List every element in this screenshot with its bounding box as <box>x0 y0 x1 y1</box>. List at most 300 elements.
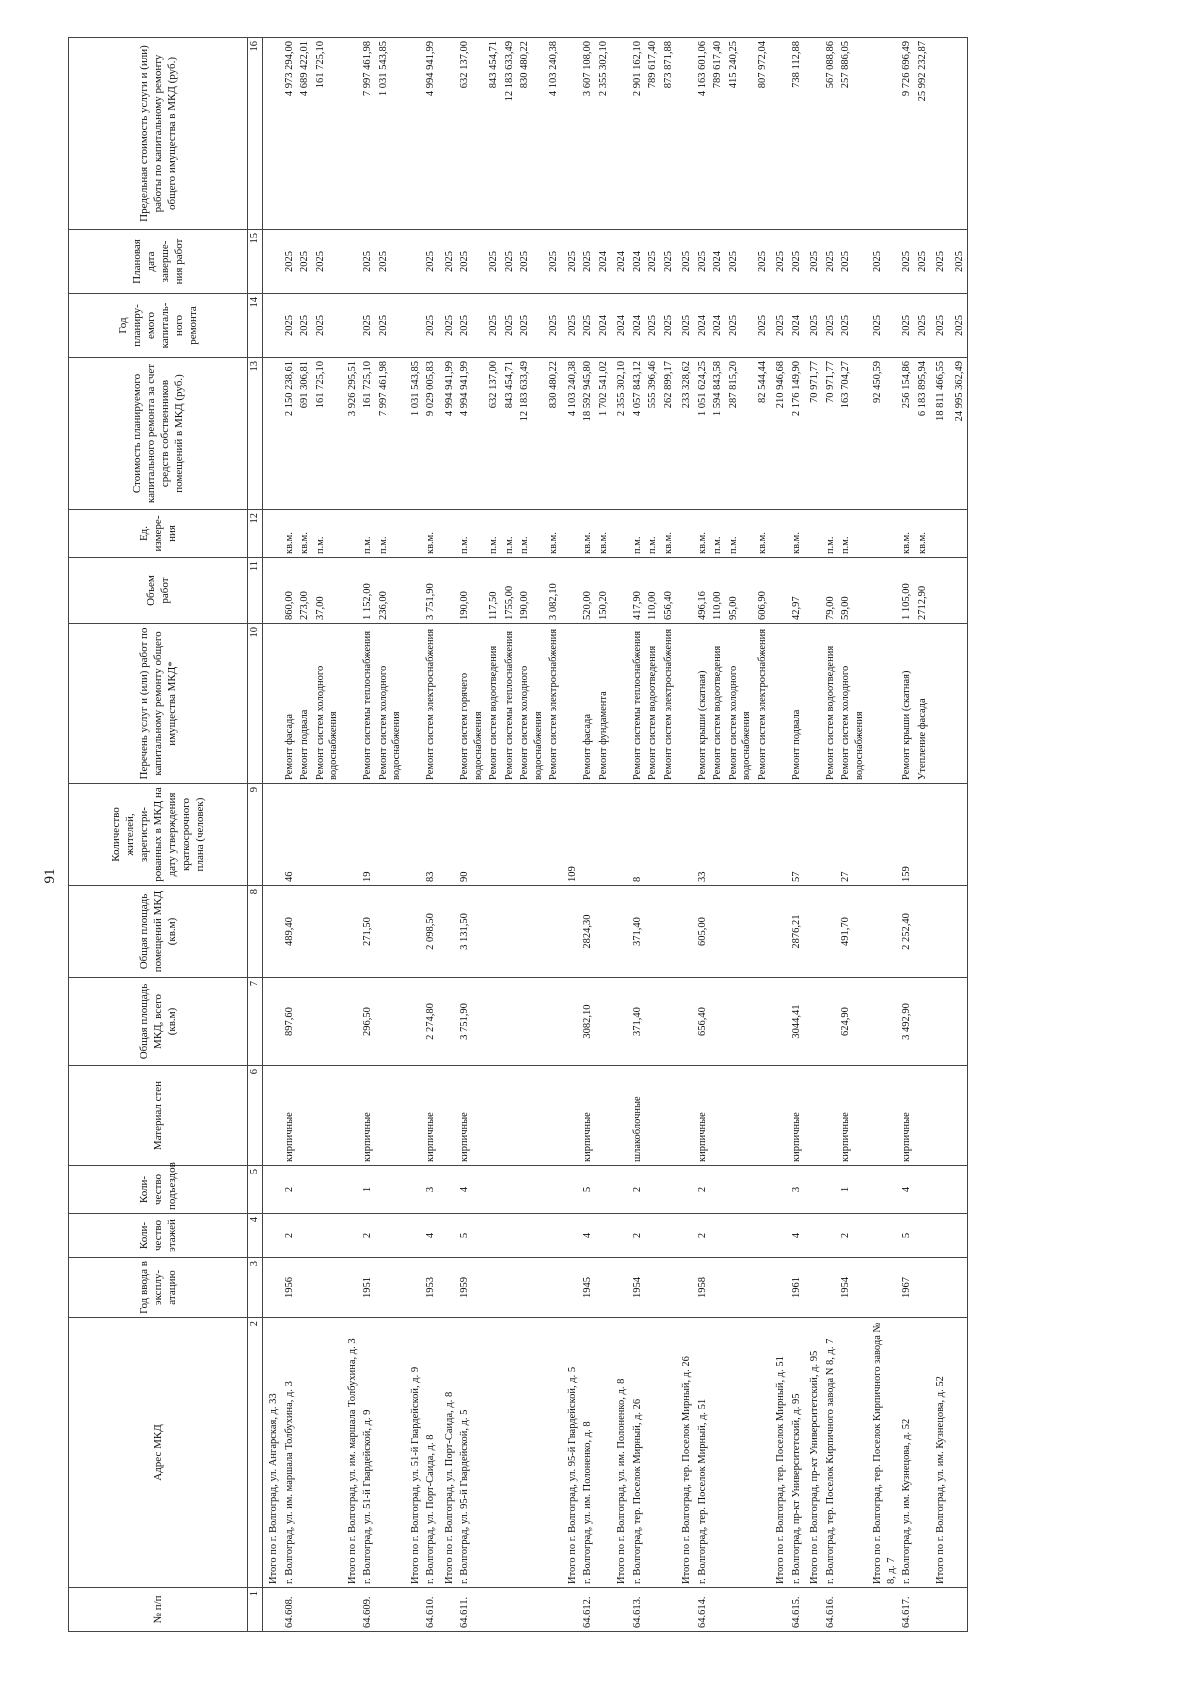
completion-date-cell: 2025 <box>804 230 823 294</box>
floors-cell <box>546 1214 562 1258</box>
entrances-cell <box>517 1166 546 1214</box>
total-area-cell <box>342 978 361 1066</box>
cost-cell: 4 103 240,38 <box>562 358 581 510</box>
limit-cost-cell: 4 163 601,06 <box>695 38 711 230</box>
cost-cell: 262 899,17 <box>661 358 677 510</box>
limit-cost-cell: 789 617,40 <box>710 38 726 230</box>
unit-cell <box>770 510 789 558</box>
completion-date-cell: 2025 <box>770 230 789 294</box>
volume-cell: 236,00 <box>376 558 405 624</box>
year-built-cell <box>949 1258 968 1318</box>
year-built-cell <box>804 1258 823 1318</box>
completion-date-cell: 2024 <box>596 230 612 294</box>
unit-cell <box>949 510 968 558</box>
row-number: 64.615. <box>789 1588 805 1632</box>
column-number: 14 <box>248 294 263 358</box>
cost-cell: 2 176 149,90 <box>789 358 805 510</box>
table-row <box>376 38 405 1632</box>
year-built-cell: 1967 <box>899 1258 915 1318</box>
work-type-cell: Ремонт систем электроснабжения <box>755 624 771 784</box>
year-built-cell <box>502 1258 518 1318</box>
residents-cell <box>439 784 458 886</box>
repair-year-cell: 2025 <box>867 294 899 358</box>
wall-material-cell <box>596 1066 612 1166</box>
volume-cell <box>439 558 458 624</box>
unit-cell: кв.м. <box>915 510 931 558</box>
total-area-cell <box>596 978 612 1066</box>
work-type-cell <box>439 624 458 784</box>
table-body <box>263 38 968 1632</box>
limit-cost-cell: 12 183 633,49 <box>502 38 518 230</box>
unit-cell: кв.м. <box>755 510 771 558</box>
table-row <box>710 38 726 1632</box>
row-number <box>439 1588 458 1632</box>
unit-cell: п.м. <box>376 510 405 558</box>
completion-date-cell: 2025 <box>755 230 771 294</box>
volume-cell <box>405 558 424 624</box>
address-cell <box>486 1318 502 1588</box>
repair-year-cell: 2025 <box>457 294 486 358</box>
repair-year-cell: 2025 <box>661 294 677 358</box>
floors-cell <box>930 1214 949 1258</box>
header-cell-year-built: Год ввода в эксплу-атацию <box>69 1258 248 1318</box>
entrances-cell: 4 <box>899 1166 915 1214</box>
address-cell <box>313 1318 342 1588</box>
residents-cell <box>823 784 839 886</box>
entrances-cell <box>710 1166 726 1214</box>
cost-cell: 555 396,46 <box>645 358 661 510</box>
row-number <box>930 1588 949 1632</box>
row-number <box>502 1588 518 1632</box>
cost-cell: 163 704,27 <box>838 358 867 510</box>
floors-cell <box>915 1214 931 1258</box>
year-built-cell <box>596 1258 612 1318</box>
unit-cell: кв.м. <box>695 510 711 558</box>
premises-area-cell <box>949 886 968 978</box>
year-built-cell <box>726 1258 755 1318</box>
entrances-cell <box>376 1166 405 1214</box>
limit-cost-cell: 807 972,04 <box>755 38 771 230</box>
limit-cost-cell <box>439 38 458 230</box>
cost-cell: 1 031 543,85 <box>405 358 424 510</box>
residents-cell <box>726 784 755 886</box>
unit-cell: кв.м. <box>546 510 562 558</box>
volume-cell <box>263 558 282 624</box>
premises-area-cell <box>770 886 789 978</box>
premises-area-cell: 271,50 <box>360 886 376 978</box>
year-built-cell <box>376 1258 405 1318</box>
row-number <box>755 1588 771 1632</box>
floors-cell <box>726 1214 755 1258</box>
row-number <box>804 1588 823 1632</box>
completion-date-cell: 2025 <box>867 230 899 294</box>
year-built-cell: 1954 <box>630 1258 646 1318</box>
floors-cell <box>676 1214 695 1258</box>
entrances-cell <box>726 1166 755 1214</box>
address-cell: Итого по г. Волгоград, ул. 95-й Гвардейской, д. 5 <box>562 1318 581 1588</box>
year-built-cell <box>439 1258 458 1318</box>
column-number: 10 <box>248 624 263 784</box>
wall-material-cell <box>263 1066 282 1166</box>
entrances-cell: 2 <box>695 1166 711 1214</box>
cost-cell: 82 544,44 <box>755 358 771 510</box>
premises-area-cell <box>726 886 755 978</box>
repair-year-cell: 2024 <box>695 294 711 358</box>
floors-cell <box>486 1214 502 1258</box>
premises-area-cell <box>710 886 726 978</box>
completion-date-cell: 2025 <box>726 230 755 294</box>
address-cell: Итого по г. Волгоград, ул. им. Полоненко, д. 8 <box>611 1318 630 1588</box>
premises-area-cell <box>596 886 612 978</box>
premises-area-cell <box>405 886 424 978</box>
work-type-cell <box>949 624 968 784</box>
cost-cell: 70 971,77 <box>804 358 823 510</box>
total-area-cell <box>804 978 823 1066</box>
entrances-cell <box>263 1166 282 1214</box>
row-number <box>770 1588 789 1632</box>
floors-cell <box>867 1214 899 1258</box>
row-number: 64.608. <box>282 1588 298 1632</box>
repair-year-cell: 2025 <box>930 294 949 358</box>
completion-date-cell: 2025 <box>486 230 502 294</box>
limit-cost-cell: 2 901 162,10 <box>630 38 646 230</box>
volume-cell <box>342 558 361 624</box>
cost-cell: 256 154,86 <box>899 358 915 510</box>
repair-year-cell: 2025 <box>562 294 581 358</box>
header-cell-premises-area: Общая площадь помещений МКД (кв.м) <box>69 886 248 978</box>
premises-area-cell <box>676 886 695 978</box>
entrances-cell <box>297 1166 313 1214</box>
repair-year-cell: 2024 <box>630 294 646 358</box>
total-area-cell <box>930 978 949 1066</box>
residents-cell <box>342 784 361 886</box>
premises-area-cell: 489,40 <box>282 886 298 978</box>
volume-cell: 3 082,10 <box>546 558 562 624</box>
unit-cell: п.м. <box>360 510 376 558</box>
volume-cell: 3 751,90 <box>423 558 439 624</box>
volume-cell: 42,97 <box>789 558 805 624</box>
premises-area-cell <box>546 886 562 978</box>
wall-material-cell <box>342 1066 361 1166</box>
year-built-cell <box>342 1258 361 1318</box>
completion-date-cell: 2025 <box>676 230 695 294</box>
total-area-cell: 897,60 <box>282 978 298 1066</box>
residents-cell: 83 <box>423 784 439 886</box>
completion-date-cell: 2025 <box>439 230 458 294</box>
premises-area-cell <box>342 886 361 978</box>
limit-cost-cell: 4 103 240,38 <box>546 38 562 230</box>
entrances-cell <box>313 1166 342 1214</box>
residents-cell <box>804 784 823 886</box>
column-number: 8 <box>248 886 263 978</box>
completion-date-cell: 2025 <box>546 230 562 294</box>
cost-cell: 161 725,10 <box>360 358 376 510</box>
row-number <box>342 1588 361 1632</box>
wall-material-cell: кирпичные <box>282 1066 298 1166</box>
cost-cell: 843 454,71 <box>502 358 518 510</box>
unit-cell: кв.м. <box>789 510 805 558</box>
address-cell: г. Волгоград, ул. им. Полоненко, д. 8 <box>580 1318 596 1588</box>
limit-cost-cell <box>867 38 899 230</box>
column-number: 9 <box>248 784 263 886</box>
unit-cell <box>439 510 458 558</box>
header-cell-limit-cost: Предельная стоимость услуги и (или) работы по капитальному ремонту общего имущества в МКД (руб.) <box>69 38 248 230</box>
work-type-cell <box>804 624 823 784</box>
premises-area-cell: 2 098,50 <box>423 886 439 978</box>
residents-cell <box>770 784 789 886</box>
repair-year-cell: 2024 <box>710 294 726 358</box>
unit-cell: п.м. <box>645 510 661 558</box>
row-number <box>676 1588 695 1632</box>
floors-cell <box>342 1214 361 1258</box>
entrances-cell <box>867 1166 899 1214</box>
total-area-cell: 3 492,90 <box>899 978 915 1066</box>
wall-material-cell <box>439 1066 458 1166</box>
header-cell-works: Перечень услуг и (или) работ по капитальному ремонту общего имущества МКД* <box>69 624 248 784</box>
floors-cell: 4 <box>789 1214 805 1258</box>
cost-cell: 3 926 295,51 <box>342 358 361 510</box>
header-cell-address: Адрес МКД <box>69 1318 248 1588</box>
residents-cell <box>546 784 562 886</box>
wall-material-cell: шлакоблочные <box>630 1066 646 1166</box>
completion-date-cell: 2025 <box>502 230 518 294</box>
floors-cell: 2 <box>695 1214 711 1258</box>
premises-area-cell <box>263 886 282 978</box>
floors-cell <box>710 1214 726 1258</box>
year-built-cell <box>546 1258 562 1318</box>
entrances-cell <box>502 1166 518 1214</box>
floors-cell <box>297 1214 313 1258</box>
wall-material-cell <box>517 1066 546 1166</box>
year-built-cell <box>710 1258 726 1318</box>
cost-cell: 210 946,68 <box>770 358 789 510</box>
rotated-register-sheet <box>68 38 1171 1632</box>
year-built-cell <box>562 1258 581 1318</box>
address-cell: Итого по г. Волгоград, ул. 51-й Гвардейской, д. 9 <box>405 1318 424 1588</box>
wall-material-cell <box>710 1066 726 1166</box>
year-built-cell <box>297 1258 313 1318</box>
column-number: 16 <box>248 38 263 230</box>
residents-cell <box>930 784 949 886</box>
wall-material-cell: кирпичные <box>789 1066 805 1166</box>
wall-material-cell <box>645 1066 661 1166</box>
completion-date-cell: 2025 <box>580 230 596 294</box>
year-built-cell <box>915 1258 931 1318</box>
limit-cost-cell <box>405 38 424 230</box>
row-number <box>405 1588 424 1632</box>
table-row <box>423 38 439 1632</box>
completion-date-cell: 2025 <box>915 230 931 294</box>
volume-cell: 95,00 <box>726 558 755 624</box>
wall-material-cell: кирпичные <box>457 1066 486 1166</box>
address-cell: г. Волгоград, тер. Поселок Мирный, д. 51 <box>695 1318 711 1588</box>
row-number <box>486 1588 502 1632</box>
completion-date-cell <box>263 230 282 294</box>
unit-cell <box>342 510 361 558</box>
cost-cell: 18 592 945,80 <box>580 358 596 510</box>
work-type-cell: Ремонт систем холодного водоснабжения <box>838 624 867 784</box>
row-number <box>297 1588 313 1632</box>
wall-material-cell: кирпичные <box>695 1066 711 1166</box>
address-cell <box>297 1318 313 1588</box>
wall-material-cell <box>804 1066 823 1166</box>
cost-cell: 24 995 362,49 <box>949 358 968 510</box>
year-built-cell: 1959 <box>457 1258 486 1318</box>
volume-cell: 417,90 <box>630 558 646 624</box>
floors-cell <box>502 1214 518 1258</box>
limit-cost-cell <box>770 38 789 230</box>
wall-material-cell <box>405 1066 424 1166</box>
year-built-cell: 1958 <box>695 1258 711 1318</box>
entrances-cell <box>676 1166 695 1214</box>
total-area-cell <box>486 978 502 1066</box>
entrances-cell <box>804 1166 823 1214</box>
total-area-cell <box>562 978 581 1066</box>
repair-year-cell: 2025 <box>313 294 342 358</box>
completion-date-cell: 2024 <box>630 230 646 294</box>
year-built-cell <box>611 1258 630 1318</box>
unit-cell: кв.м. <box>297 510 313 558</box>
total-area-cell: 3044,41 <box>789 978 805 1066</box>
repair-year-cell: 2025 <box>439 294 458 358</box>
unit-cell: кв.м. <box>596 510 612 558</box>
volume-cell <box>949 558 968 624</box>
table-row <box>899 38 915 1632</box>
table-row <box>645 38 661 1632</box>
row-number <box>546 1588 562 1632</box>
repair-year-cell: 2025 <box>899 294 915 358</box>
wall-material-cell <box>486 1066 502 1166</box>
year-built-cell: 1956 <box>282 1258 298 1318</box>
limit-cost-cell: 415 240,25 <box>726 38 755 230</box>
completion-date-cell: 2025 <box>930 230 949 294</box>
limit-cost-cell: 257 886,05 <box>838 38 867 230</box>
entrances-cell: 2 <box>630 1166 646 1214</box>
address-cell <box>546 1318 562 1588</box>
volume-cell: 79,00 <box>823 558 839 624</box>
floors-cell <box>661 1214 677 1258</box>
cost-cell: 4 994 941,99 <box>439 358 458 510</box>
volume-cell <box>867 558 899 624</box>
limit-cost-cell: 3 607 108,00 <box>580 38 596 230</box>
premises-area-cell <box>517 886 546 978</box>
wall-material-cell <box>313 1066 342 1166</box>
work-type-cell <box>676 624 695 784</box>
wall-material-cell <box>770 1066 789 1166</box>
entrances-cell: 3 <box>789 1166 805 1214</box>
total-area-cell <box>313 978 342 1066</box>
limit-cost-cell: 873 871,88 <box>661 38 677 230</box>
repair-year-cell: 2025 <box>282 294 298 358</box>
header-cell-residents: Количество жителей, зарегистри-рованных в МКД на дату утверждения краткосрочного плана (человек) <box>69 784 248 886</box>
repair-year-cell: 2025 <box>297 294 313 358</box>
floors-cell <box>804 1214 823 1258</box>
completion-date-cell: 2025 <box>423 230 439 294</box>
total-area-cell <box>867 978 899 1066</box>
repair-year-cell: 2024 <box>789 294 805 358</box>
table-row <box>282 38 298 1632</box>
total-area-cell <box>405 978 424 1066</box>
residents-cell: 57 <box>789 784 805 886</box>
unit-cell <box>867 510 899 558</box>
residents-cell <box>915 784 931 886</box>
residents-cell: 19 <box>360 784 376 886</box>
row-number <box>596 1588 612 1632</box>
header-cell-entrances: Коли-чество подъездов <box>69 1166 248 1214</box>
work-type-cell <box>867 624 899 784</box>
row-number <box>263 1588 282 1632</box>
work-type-cell: Ремонт систем холодного водоснабжения <box>376 624 405 784</box>
unit-cell: кв.м. <box>661 510 677 558</box>
total-area-cell <box>661 978 677 1066</box>
column-number: 15 <box>248 230 263 294</box>
premises-area-cell <box>867 886 899 978</box>
floors-cell: 2 <box>630 1214 646 1258</box>
work-type-cell: Ремонт систем холодного водоснабжения <box>517 624 546 784</box>
residents-cell <box>580 784 596 886</box>
entrances-cell: 3 <box>423 1166 439 1214</box>
work-type-cell: Ремонт систем электроснабжения <box>546 624 562 784</box>
unit-cell <box>405 510 424 558</box>
work-type-cell: Ремонт системы теплоснабжения <box>360 624 376 784</box>
repair-year-cell: 2025 <box>423 294 439 358</box>
header-row <box>69 38 248 1632</box>
cost-cell <box>263 358 282 510</box>
entrances-cell <box>405 1166 424 1214</box>
repair-year-cell: 2025 <box>726 294 755 358</box>
limit-cost-cell: 1 031 543,85 <box>376 38 405 230</box>
premises-area-cell: 3 131,50 <box>457 886 486 978</box>
entrances-cell: 1 <box>838 1166 867 1214</box>
volume-cell: 1755,00 <box>502 558 518 624</box>
floors-cell: 5 <box>457 1214 486 1258</box>
repair-year-cell <box>342 294 361 358</box>
residents-cell <box>867 784 899 886</box>
year-built-cell: 1945 <box>580 1258 596 1318</box>
row-number <box>313 1588 342 1632</box>
residents-cell: 109 <box>562 784 581 886</box>
table-row <box>502 38 518 1632</box>
header-cell-repair-year: Год планиру-емого капиталь-ного ремонта <box>69 294 248 358</box>
work-type-cell <box>770 624 789 784</box>
limit-cost-cell <box>611 38 630 230</box>
cost-cell: 9 029 005,83 <box>423 358 439 510</box>
work-type-cell <box>405 624 424 784</box>
column-number-row <box>248 38 263 1632</box>
address-cell: Итого по г. Волгоград, ул. Порт-Саида, д. 8 <box>439 1318 458 1588</box>
work-type-cell: Ремонт системы теплоснабжения <box>630 624 646 784</box>
floors-cell <box>313 1214 342 1258</box>
address-cell <box>645 1318 661 1588</box>
work-type-cell <box>611 624 630 784</box>
work-type-cell: Ремонт систем водоотведения <box>486 624 502 784</box>
total-area-cell <box>755 978 771 1066</box>
work-type-cell: Ремонт фасада <box>580 624 596 784</box>
wall-material-cell <box>297 1066 313 1166</box>
column-number: 4 <box>248 1214 263 1258</box>
wall-material-cell <box>823 1066 839 1166</box>
limit-cost-cell: 843 454,71 <box>486 38 502 230</box>
premises-area-cell <box>915 886 931 978</box>
entrances-cell: 4 <box>457 1166 486 1214</box>
total-area-cell <box>502 978 518 1066</box>
total-area-cell <box>770 978 789 1066</box>
entrances-cell: 1 <box>360 1166 376 1214</box>
residents-cell <box>313 784 342 886</box>
column-number: 12 <box>248 510 263 558</box>
premises-area-cell <box>297 886 313 978</box>
total-area-cell: 3082,10 <box>580 978 596 1066</box>
